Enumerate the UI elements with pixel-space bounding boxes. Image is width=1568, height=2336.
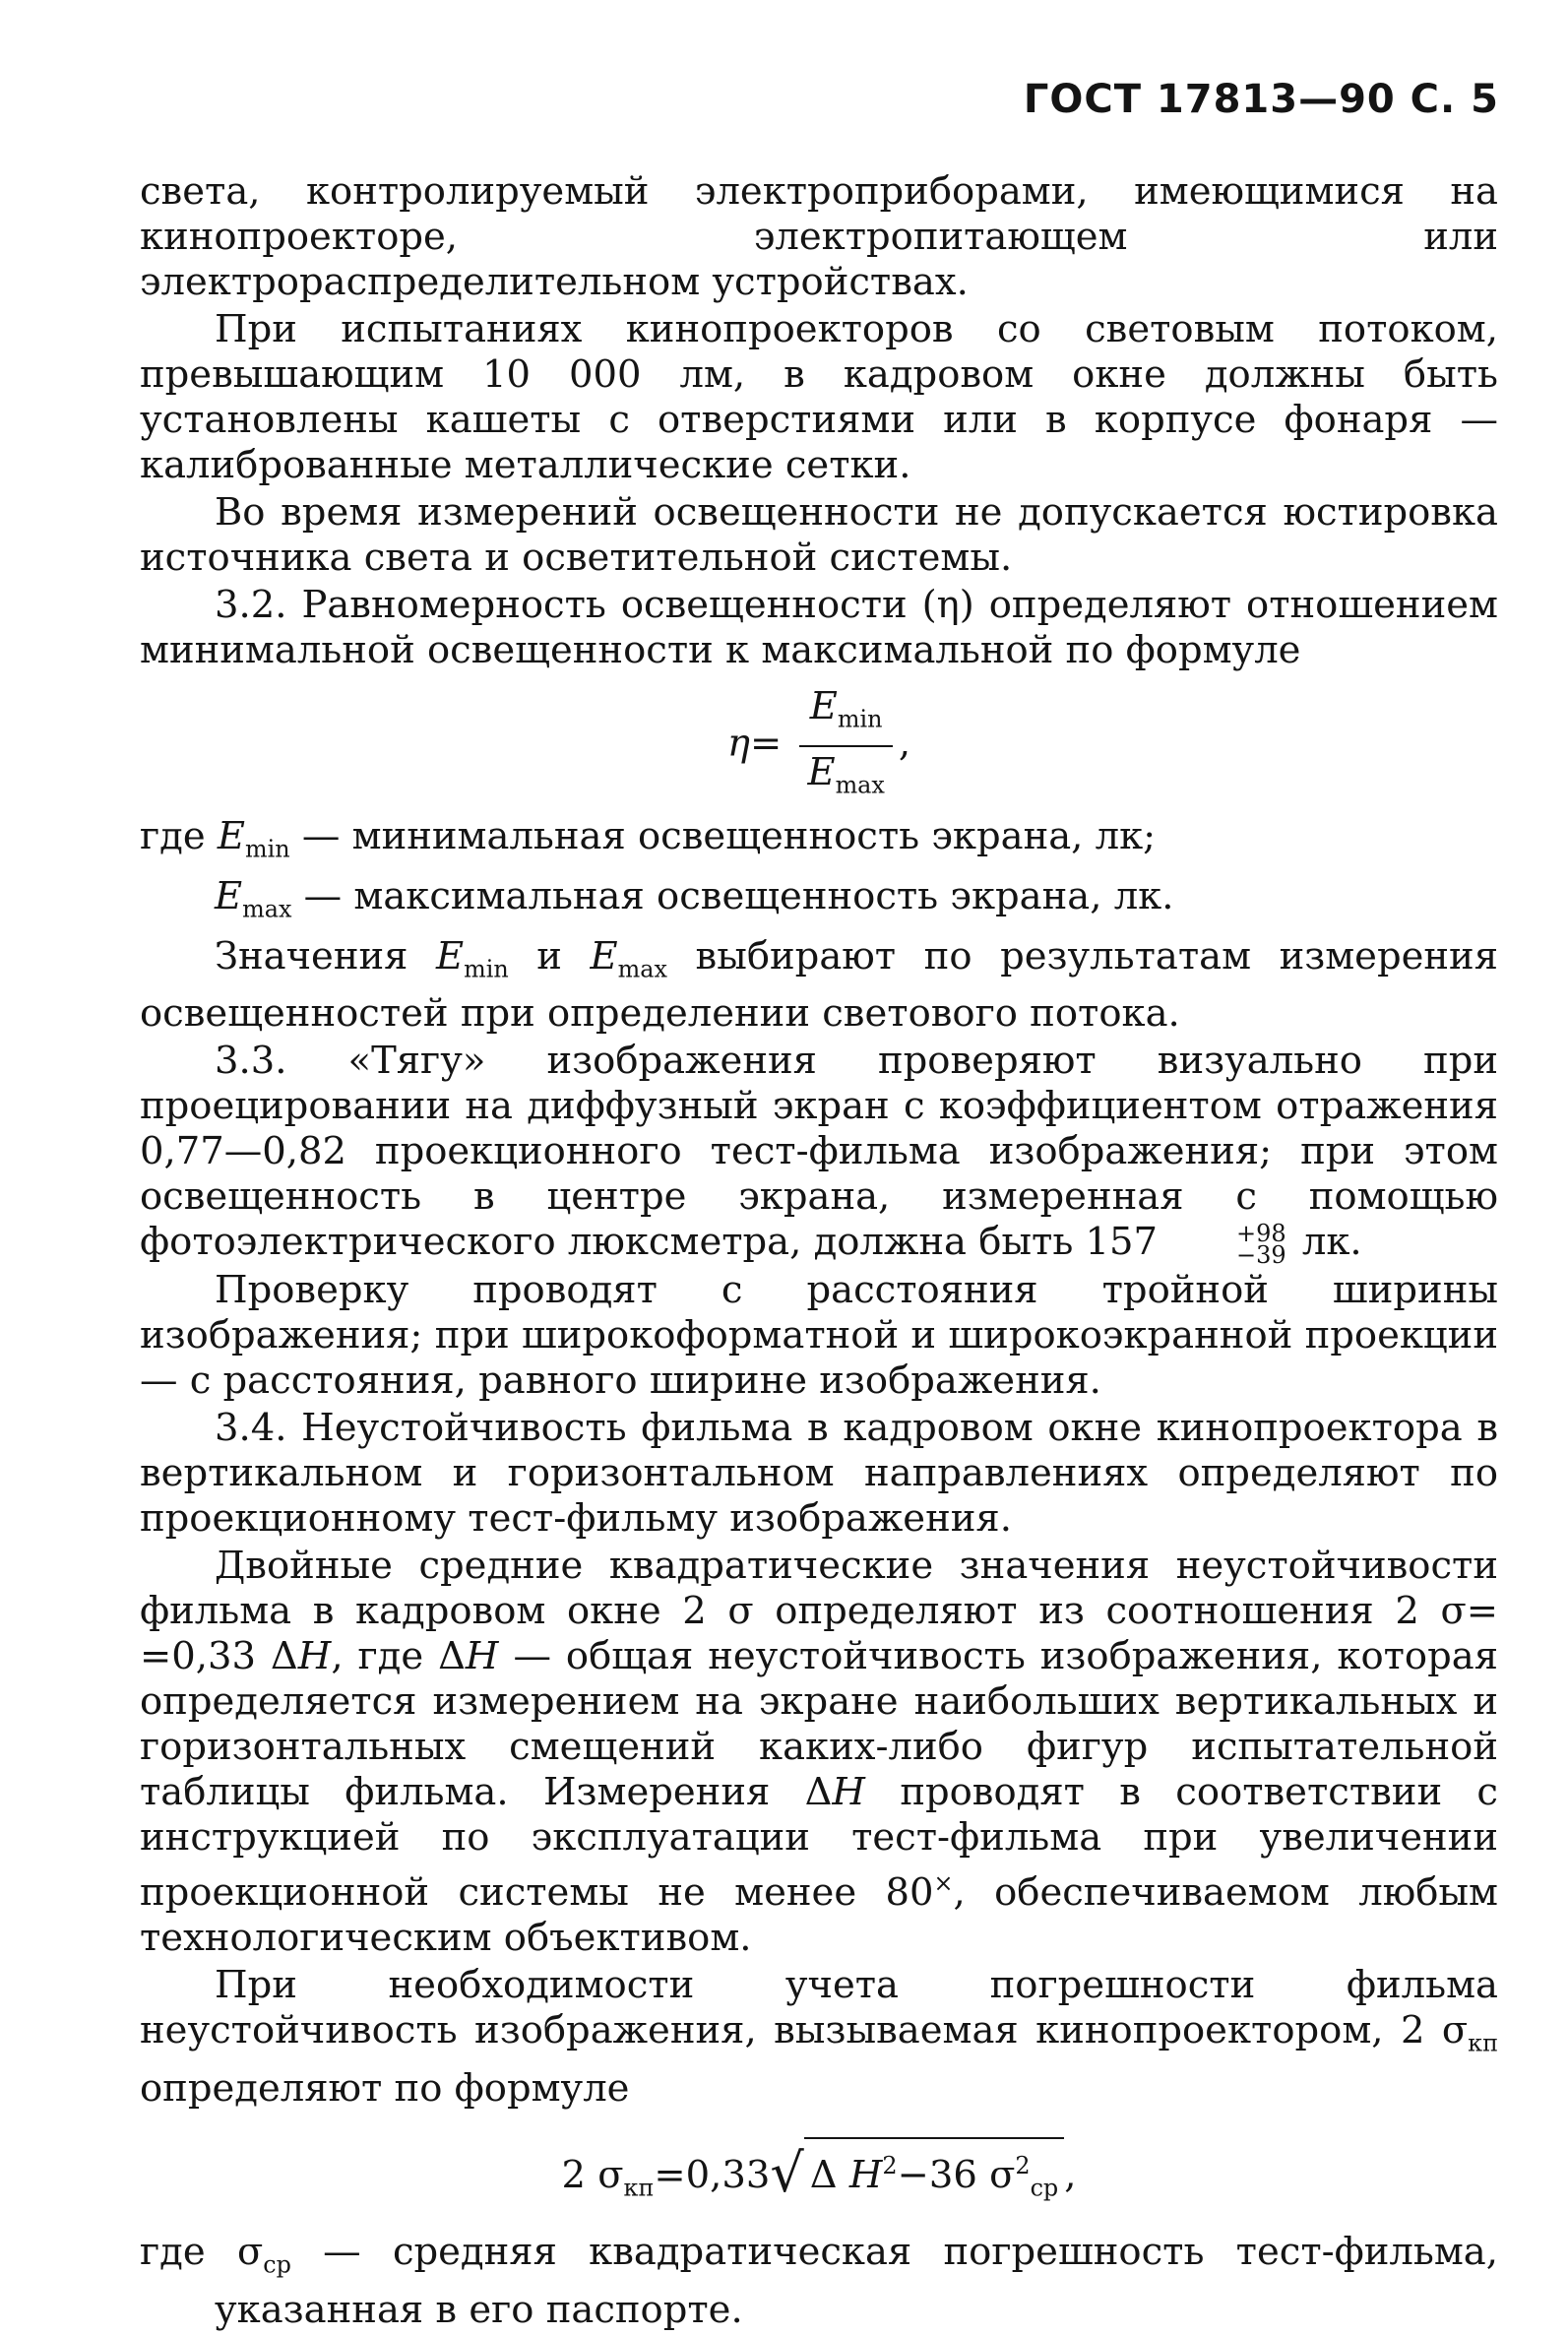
page-header: ГОСТ 17813—90 С. 5	[1023, 77, 1499, 122]
definition-emax: $E_{max}$ — максимальная освещенность экрана, лк.	[215, 874, 1174, 923]
definition-emin: где $E_{min}$ — минимальная освещенность экрана, лк;	[140, 814, 1157, 864]
fraction-denominator: $E_{max}$	[807, 749, 885, 799]
paragraph-8: 3.4. Неустойчивость фильма в кадровом окне кинопроектора в вертикальном и горизонтальном направлениях определяют по проекционному тест-фильму изображения.	[140, 1406, 1498, 1542]
formula-eta-fraction	[799, 685, 892, 806]
definition-sigma-cp: где $\sigma_{ср}$ — средняя квадратическая погрешность тест-фильма, указанная в его паспорте.	[140, 2230, 1498, 2333]
paragraph-3: Во время измерений освещенности не допускается юстировка источника света и осветительной системы.	[140, 490, 1498, 580]
sqrt-icon: √	[770, 2141, 804, 2204]
paragraph-5: Значения $E_{min}$ и $E_{max}$ выбирают по результатам измерения освещенностей при определении светового потока.	[140, 933, 1499, 1037]
paragraph-6: 3.3. «Тягу» изображения проверяют визуально при проецировании на диффузный экран с коэффициентом отражения 0,77—0,82 проекционного тест-фильма изображения; при этом освещенность в центре экрана, измеренная с помощью фотоэлектрического люксметра, должна быть 157 +98 −39 лк.	[140, 1039, 1498, 1270]
paragraph-9: Двойные средние квадратические значения неустойчивости фильма в кадровом окне 2 σ определяют из соотношения 2 σ= =0,33 ΔH, где ΔH — общая неустойчивость изображения, которая определяется измерением на экране наибольших вертикальных и горизонтальных смещений каких-либо фигур испытательной таблицы фильма. Измерения ΔH проводят в соответствии с инструкцией по эксплуатации тест-фильма при увеличении проекционной системы не менее 80×, обеспечиваемом любым технологическим объективом.	[140, 1544, 1498, 1961]
document-body	[140, 169, 1498, 2335]
sqrt-radicand: Δ $H^2-36$ $\sigma^2_{ср}$	[804, 2137, 1064, 2211]
paragraph-4: 3.2. Равномерность освещенности (η) определяют отношением минимальной освещенности к максимальной по формуле	[140, 583, 1498, 672]
paragraph-1: света, контролируемый электроприборами, имеющимися на кинопроекторе, электропитающем или электрораспределительном устройствах.	[140, 169, 1498, 304]
paragraph-7: Проверку проводят с расстояния тройной ширины изображения; при широкоформатной и широкоэкранной проекции — с расстояния, равного ширине изображения.	[140, 1268, 1498, 1404]
formula-eta-lhs: η=	[726, 721, 783, 766]
fraction-numerator: $E_{min}$	[799, 685, 892, 747]
formula-eta: η= $\frac{E_{min}}{E_{max}}$ ,	[140, 685, 1498, 806]
paragraph-10: При необходимости учета погрешности фильма неустойчивость изображения, вызываемая кинопроектором, 2 $\sigma_{кп}$ определяют по формуле	[140, 1963, 1498, 2111]
formula-sigma: 2 $\sigma_{кп}=0,33√$ Δ $H^2-36$ $\sigma^2_{ср}$ ,	[140, 2137, 1498, 2211]
tolerance: +98 −39	[1236, 1220, 1286, 1270]
paragraph-2: При испытаниях кинопроекторов со световым потоком, превышающим 10 000 лм, в кадровом окне должны быть установлены кашеты с отверстиями или в корпусе фонаря — калиброванные металлические сетки.	[140, 307, 1498, 487]
